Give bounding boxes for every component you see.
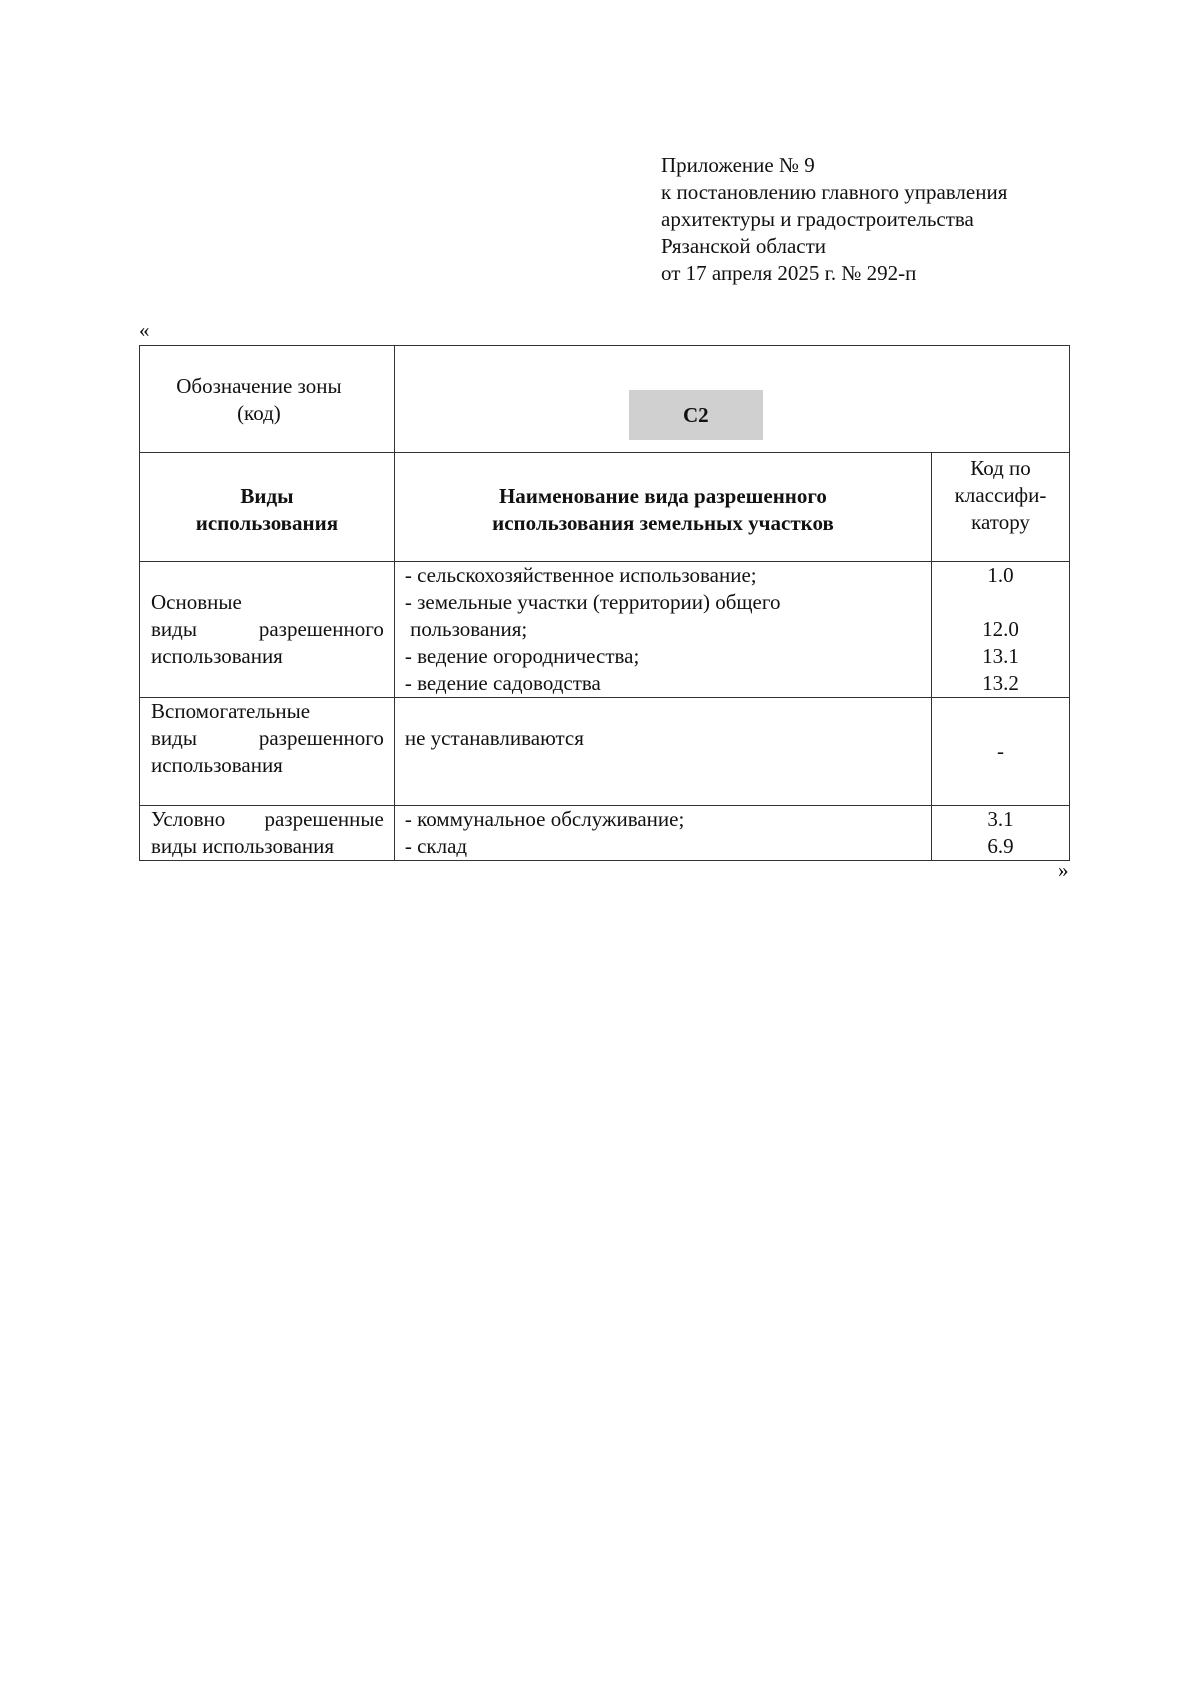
classifier-code — [932, 589, 1069, 616]
items-cell — [394, 562, 931, 698]
items-cell — [394, 698, 931, 806]
appendix-line: к постановлению главного управления — [661, 180, 1008, 204]
list-item: - земельные участки (территории) общего — [404, 590, 781, 614]
appendix-header — [661, 152, 1007, 287]
list-item: - ведение садоводства — [404, 671, 601, 695]
zone-label-line: (код) — [237, 401, 281, 425]
codes-cell — [932, 562, 1070, 698]
items-cell — [394, 806, 931, 861]
header-text: катору — [971, 510, 1030, 534]
list-item: не устанавливаются — [404, 726, 584, 750]
zone-code: С2 — [629, 390, 763, 440]
zone-label — [140, 346, 394, 427]
appendix-line: Приложение № 9 — [661, 153, 815, 177]
category-text: Основные — [151, 590, 242, 614]
classifier-code: 13.1 — [982, 644, 1019, 668]
header-usage-types — [140, 453, 395, 562]
header-row — [140, 453, 1070, 562]
zone-table — [139, 345, 1070, 861]
list-item: пользования; — [404, 617, 528, 641]
classifier-code: 13.2 — [982, 671, 1019, 695]
category-text: виды разрешенного использования — [151, 726, 384, 777]
category-cell — [140, 698, 395, 806]
appendix-line: Рязанской области — [661, 234, 827, 258]
zone-code-row — [140, 346, 1070, 453]
opening-quote: « — [139, 318, 150, 342]
table-row-conditional-uses — [140, 806, 1070, 861]
header-text: использования земельных участков — [492, 511, 834, 535]
header-usage-name — [394, 453, 931, 562]
classifier-code: 6.9 — [987, 834, 1014, 858]
header-text: Наименование вида разрешенного — [498, 484, 827, 508]
category-text: Вспомогательные — [151, 699, 311, 723]
codes-cell — [932, 806, 1070, 861]
classifier-code: - — [997, 739, 1005, 763]
zone-code-cell — [394, 346, 1069, 453]
list-item: - сельскохозяйственное использование; — [404, 563, 757, 587]
classifier-code: 3.1 — [987, 807, 1014, 831]
codes-cell — [932, 698, 1070, 806]
appendix-line: от 17 апреля 2025 г. № 292-п — [661, 261, 917, 285]
category-cell — [140, 806, 395, 861]
zone-label-cell — [140, 346, 395, 453]
list-item: - коммунальное обслуживание; — [404, 807, 685, 831]
list-item: - ведение огородничества; — [404, 644, 640, 668]
category-text: виды разрешенного использования — [151, 617, 384, 668]
category-text: Условно разрешенные виды использования — [151, 807, 384, 858]
table-row-main-uses — [140, 562, 1070, 698]
list-item: - склад — [404, 834, 468, 858]
category-cell — [140, 562, 395, 698]
header-text: Код по — [970, 456, 1031, 480]
classifier-code: 12.0 — [982, 617, 1019, 641]
closing-quote: » — [1058, 858, 1069, 882]
header-text: Виды — [240, 484, 294, 508]
table-row-auxiliary-uses — [140, 698, 1070, 806]
header-text: использования — [195, 511, 339, 535]
zone-label-line: Обозначение зоны — [176, 374, 342, 398]
appendix-line: архитектуры и градостроительства — [661, 207, 974, 231]
classifier-code: 1.0 — [987, 563, 1014, 587]
header-classifier-code — [932, 453, 1070, 562]
header-text: классифи- — [954, 483, 1047, 507]
